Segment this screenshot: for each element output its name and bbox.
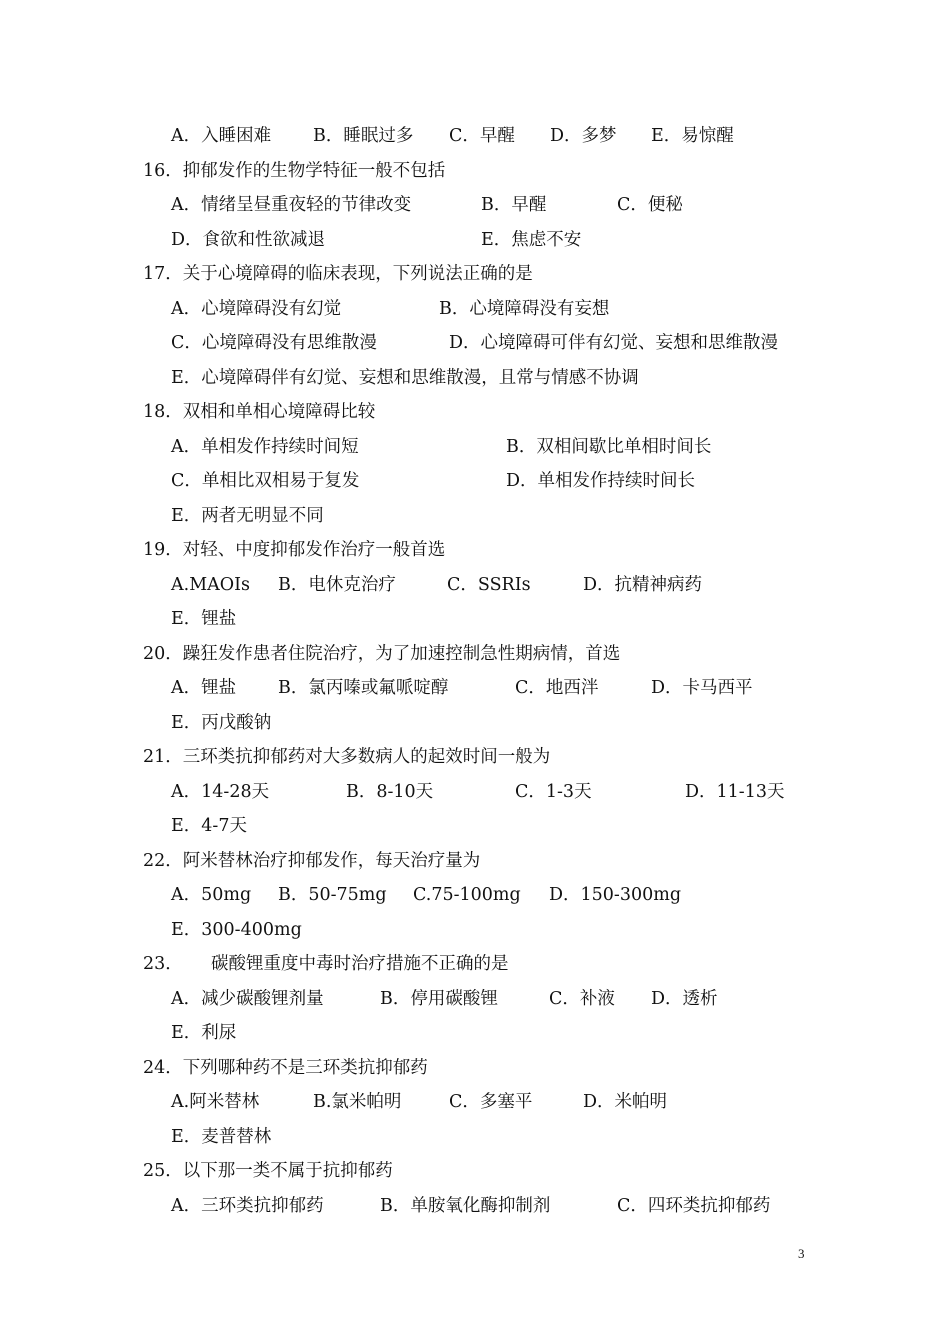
answer-option: C．补液 [549,989,615,1009]
question-text: 19．对轻、中度抑郁发作治疗一般首选 [143,540,446,560]
answer-option: E．300-400mg [171,920,302,940]
answer-option: B．心境障碍没有妄想 [439,299,610,319]
answer-option: E．4-7天 [171,816,247,836]
answer-option: A.MAOIs [171,575,250,595]
answer-option: A．入睡困难 [171,126,272,146]
answer-option: C．1-3天 [515,782,592,802]
answer-option: B．早醒 [481,195,547,215]
answer-option: C．四环类抗抑郁药 [617,1196,771,1216]
answer-option: B．氯丙嗪或氟哌啶醇 [278,678,449,698]
answer-option: C．早醒 [449,126,515,146]
page-number: 3 [798,1246,805,1261]
answer-option: A．14-28天 [171,782,270,802]
answer-option: A．三环类抗抑郁药 [171,1196,324,1216]
answer-option: A.阿米替林 [171,1092,260,1112]
answer-option: B．单胺氧化酶抑制剂 [380,1196,551,1216]
answer-option: E．锂盐 [171,609,237,629]
answer-option: D．卡马西平 [651,678,753,698]
answer-option: C．地西泮 [515,678,599,698]
answer-option: B.氯米帕明 [313,1092,402,1112]
answer-option: D．透析 [651,989,718,1009]
question-text: 25．以下那一类不属于抗抑郁药 [143,1161,393,1181]
answer-option: D．11-13天 [685,782,785,802]
answer-option: A．减少碳酸锂剂量 [171,989,324,1009]
answer-option: D．米帕明 [583,1092,668,1112]
answer-option: C．单相比双相易于复发 [171,471,360,491]
question-text: 碳酸锂重度中毒时治疗措施不正确的是 [211,954,509,974]
answer-option: E．利尿 [171,1023,237,1043]
answer-option: C．便秘 [617,195,683,215]
answer-option: A．心境障碍没有幻觉 [171,299,342,319]
question-text: 22．阿米替林治疗抑郁发作，每天治疗量为 [143,851,481,871]
question-text: 24．下列哪种药不是三环类抗抑郁药 [143,1058,428,1078]
answer-option: E．两者无明显不同 [171,506,324,526]
answer-option: D．抗精神病药 [583,575,703,595]
answer-option: D．食欲和性欲减退 [171,230,326,250]
answer-option: D．心境障碍可伴有幻觉、妄想和思维散漫 [449,333,779,353]
answer-option: E．焦虑不安 [481,230,582,250]
question-text: 16．抑郁发作的生物学特征一般不包括 [143,161,446,181]
question-text: 18．双相和单相心境障碍比较 [143,402,376,422]
answer-option: B．50-75mg [278,885,387,905]
answer-option: A．50mg [171,885,252,905]
answer-option: B．电休克治疗 [278,575,396,595]
question-text: 21．三环类抗抑郁药对大多数病人的起效时间一般为 [143,747,551,767]
question-text: 23． [143,954,183,974]
answer-option: E．易惊醒 [651,126,734,146]
answer-option: D．150-300mg [549,885,682,905]
answer-option: A．单相发作持续时间短 [171,437,359,457]
answer-option: B．双相间歇比单相时间长 [506,437,712,457]
answer-option: E．心境障碍伴有幻觉、妄想和思维散漫，且常与情感不协调 [171,368,639,388]
answer-option: B．8-10天 [346,782,434,802]
answer-option: C.75-100mg [413,885,521,905]
answer-option: A．锂盐 [171,678,237,698]
question-text: 20．躁狂发作患者住院治疗，为了加速控制急性期病情，首选 [143,644,621,664]
answer-option: A．情绪呈昼重夜轻的节律改变 [171,195,412,215]
answer-option: C．SSRIs [447,575,531,595]
answer-option: D．多梦 [550,126,617,146]
answer-option: E．丙戊酸钠 [171,713,272,733]
answer-option: E．麦普替林 [171,1127,272,1147]
answer-option: D．单相发作持续时间长 [506,471,696,491]
answer-option: B．停用碳酸锂 [380,989,498,1009]
answer-option: C．心境障碍没有思维散漫 [171,333,377,353]
answer-option: C．多塞平 [449,1092,533,1112]
answer-option: B．睡眠过多 [313,126,414,146]
question-text: 17．关于心境障碍的临床表现，下列说法正确的是 [143,264,533,284]
